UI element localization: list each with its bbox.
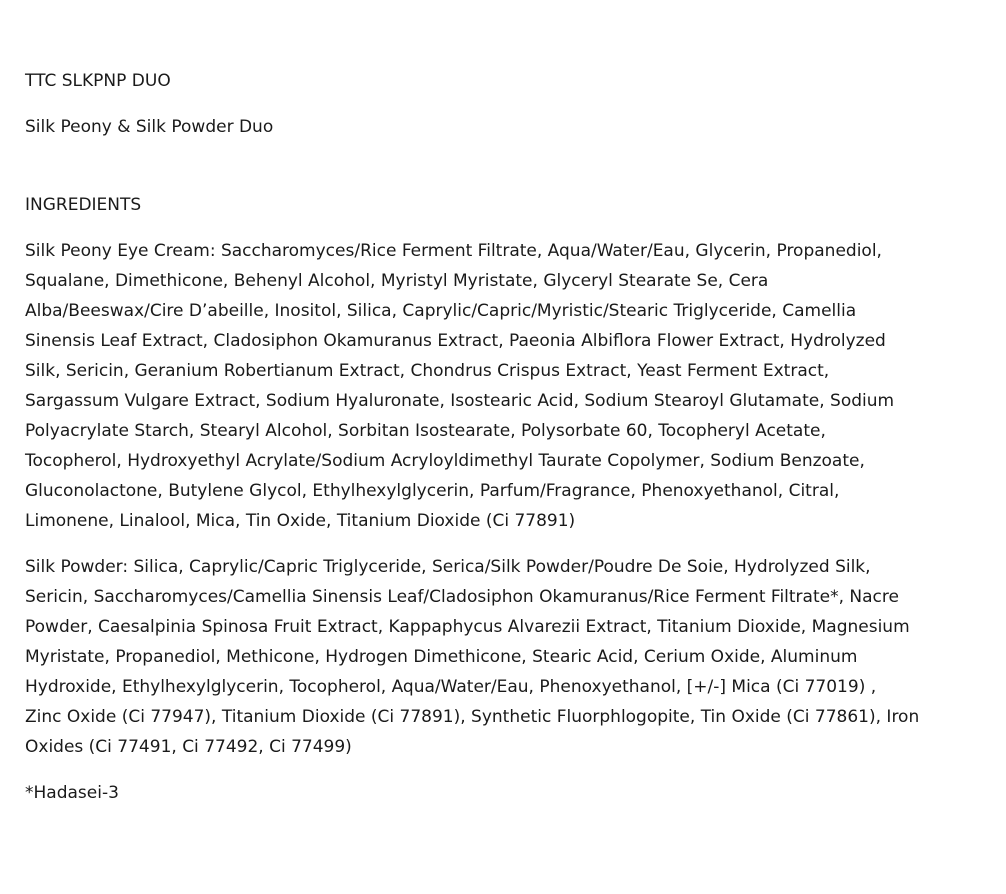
spacer xyxy=(25,762,995,778)
ingredient-line: Tocopherol, Hydroxyethyl Acrylate/Sodium Acryloyldimethyl Taurate Copolymer, Sodium Benzoate, xyxy=(25,451,865,471)
document-body xyxy=(25,66,995,808)
ingredient-line: Gluconolactone, Butylene Glycol, Ethylhexylglycerin, Parfum/Fragrance, Phenoxyethanol, Citral, xyxy=(25,481,840,501)
ingredient-line: Alba/Beeswax/Cire D’abeille, Inositol, Silica, Caprylic/Capric/Myristic/Stearic Triglyceride, Camellia xyxy=(25,301,857,321)
ingredient-line: Limonene, Linalool, Mica, Tin Oxide, Titanium Dioxide (Ci 77891) xyxy=(25,511,576,531)
ingredient-line: Sericin, Saccharomyces/Camellia Sinensis Leaf/Cladosiphon Okamuranus/Rice Ferment Filtrate*, Nacre xyxy=(25,587,899,607)
ingredient-line: Oxides (Ci 77491, Ci 77492, Ci 77499) xyxy=(25,737,352,757)
ingredient-line: Zinc Oxide (Ci 77947), Titanium Dioxide (Ci 77891), Synthetic Fluorphlogopite, Tin Oxide (Ci 77861), Iron xyxy=(25,707,920,727)
ingredient-line: Sargassum Vulgare Extract, Sodium Hyaluronate, Isostearic Acid, Sodium Stearoyl Glutamate, Sodium xyxy=(25,391,895,411)
ingredient-line: Sinensis Leaf Extract, Cladosiphon Okamuranus Extract, Paeonia Albiflora Flower Extract, Hydrolyzed xyxy=(25,331,886,351)
product-code: TTC SLKPNP DUO xyxy=(25,71,171,91)
spacer xyxy=(25,220,995,236)
section-heading: INGREDIENTS xyxy=(25,195,142,215)
ingredient-line: Squalane, Dimethicone, Behenyl Alcohol, Myristyl Myristate, Glyceryl Stearate Se, Cera xyxy=(25,271,769,291)
spacer xyxy=(25,142,995,190)
ingredient-line: Powder, Caesalpinia Spinosa Fruit Extract, Kappaphycus Alvarezii Extract, Titanium Dioxide, Magnesium xyxy=(25,617,910,637)
spacer xyxy=(25,96,995,112)
eye-cream-ingredients xyxy=(25,236,995,536)
ingredient-line: Polyacrylate Starch, Stearyl Alcohol, Sorbitan Isostearate, Polysorbate 60, Tocopheryl Acetate, xyxy=(25,421,826,441)
ingredient-line: Silk Peony Eye Cream: Saccharomyces/Rice Ferment Filtrate, Aqua/Water/Eau, Glycerin, Propanediol, xyxy=(25,241,882,261)
spacer xyxy=(25,536,995,552)
ingredient-line: Myristate, Propanediol, Methicone, Hydrogen Dimethicone, Stearic Acid, Cerium Oxide, Aluminum xyxy=(25,647,858,667)
ingredient-line: Silk Powder: Silica, Caprylic/Capric Triglyceride, Serica/Silk Powder/Poudre De Soie, Hydrolyzed Silk, xyxy=(25,557,871,577)
product-name: Silk Peony & Silk Powder Duo xyxy=(25,117,274,137)
ingredient-line: Hydroxide, Ethylhexylglycerin, Tocopherol, Aqua/Water/Eau, Phenoxyethanol, [+/-] Mica (Ci 77019) , xyxy=(25,677,877,697)
footnote: *Hadasei-3 xyxy=(25,783,119,803)
ingredient-line: Silk, Sericin, Geranium Robertianum Extract, Chondrus Crispus Extract, Yeast Ferment Extract, xyxy=(25,361,830,381)
silk-powder-ingredients xyxy=(25,552,995,762)
